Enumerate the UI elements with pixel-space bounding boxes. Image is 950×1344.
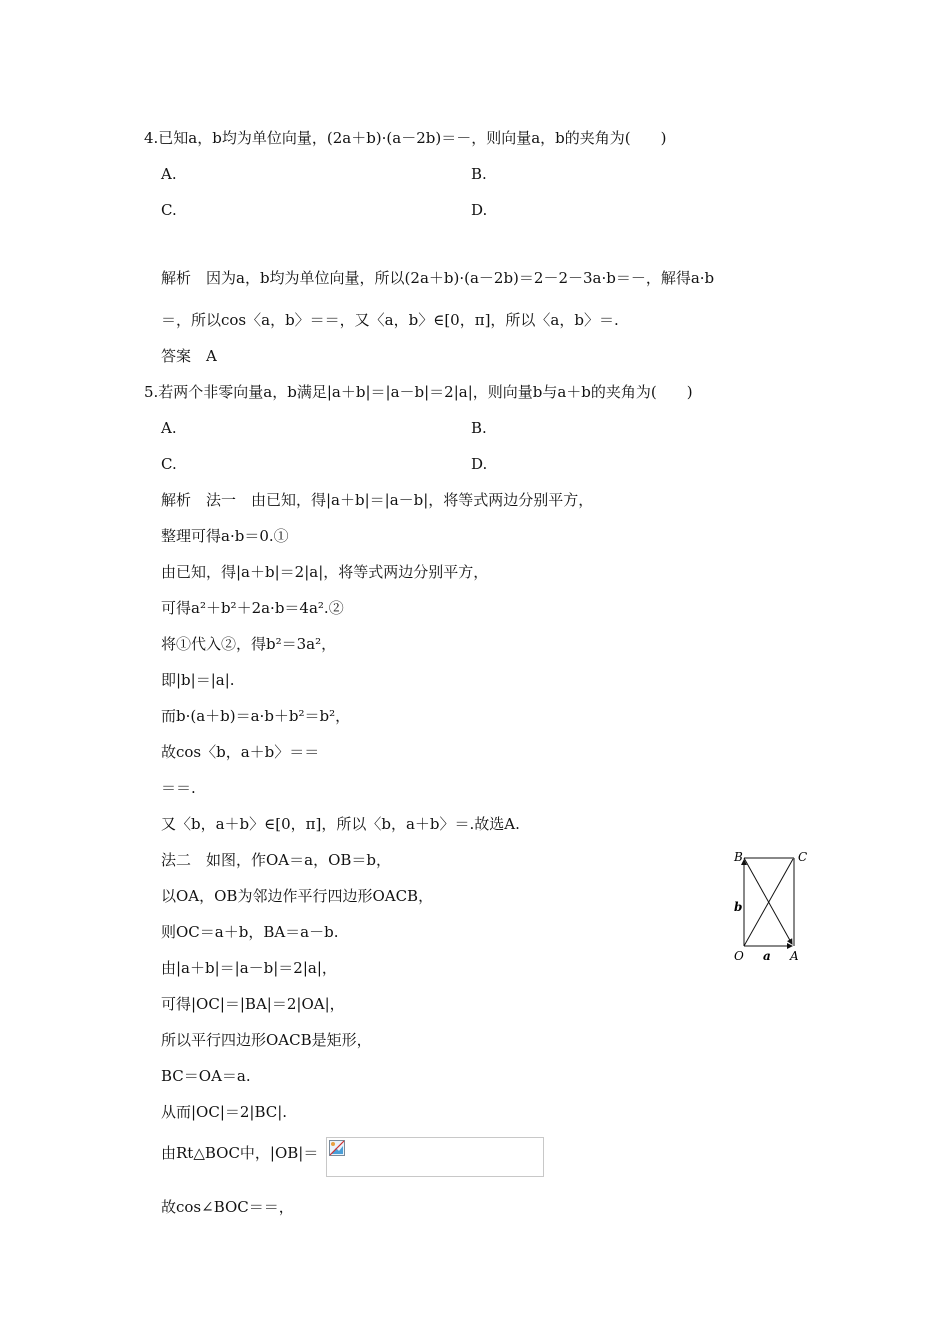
q5-solution-line: 所以平行四边形OACB是矩形， xyxy=(161,1031,372,1049)
broken-image-icon xyxy=(329,1140,345,1156)
q5-solution-line: ＝＝. xyxy=(161,779,196,797)
q5-option-b: B. xyxy=(471,419,487,437)
q4-stem: 4.已知a，b均为单位向量，(2a＋b)·(a－2b)＝－，则向量a，b的夹角为( ) xyxy=(144,129,667,147)
q4-option-b: B. xyxy=(471,165,487,183)
q5-solution-line: 法二 如图，作OA＝a，OB＝b， xyxy=(161,851,391,869)
q5-stem: 5.若两个非零向量a，b满足|a＋b|＝|a－b|＝2|a|，则向量b与a＋b的夹角为( ) xyxy=(144,383,693,401)
q5-solution-line: 即|b|＝|a|. xyxy=(161,671,235,689)
q5-solution-line: 可得|OC|＝|BA|＝2|OA|， xyxy=(161,995,345,1013)
label-b-point: B xyxy=(734,850,743,864)
q5-solution-line: 又〈b，a＋b〉∈[0，π]，所以〈b，a＋b〉＝.故选A. xyxy=(161,815,520,833)
q5-option-d: D. xyxy=(471,455,488,473)
label-vector-a: a xyxy=(763,949,771,963)
label-a-point: A xyxy=(790,949,799,963)
label-o-point: O xyxy=(734,949,744,963)
image-placeholder xyxy=(326,1137,544,1177)
q5-solution-line: 由Rt△BOC中，|OB|＝ xyxy=(161,1144,319,1162)
q5-solution-line: 由|a＋b|＝|a－b|＝2|a|， xyxy=(161,959,337,977)
q4-option-a: A. xyxy=(161,165,177,183)
q4-analysis-line-2: ＝，所以cos〈a，b〉＝＝，又〈a，b〉∈[0，π]，所以〈a，b〉＝. xyxy=(161,311,619,329)
q5-solution-line: 则OC＝a＋b，BA＝a－b. xyxy=(161,923,339,941)
q5-solution-line: 故cos∠BOC＝＝， xyxy=(161,1198,294,1216)
q5-solution-line: 解析 法一 由已知，得|a＋b|＝|a－b|，将等式两边分别平方， xyxy=(161,491,594,509)
diagonal-ba xyxy=(744,858,792,944)
q5-solution-line: 以OA，OB为邻边作平行四边形OACB， xyxy=(161,887,434,905)
q5-solution-line: 而b·(a＋b)＝a·b＋b²＝b²， xyxy=(161,707,351,725)
q5-solution-line: 整理可得a·b＝0.① xyxy=(161,527,289,545)
q4-option-d: D. xyxy=(471,201,488,219)
q5-option-a: A. xyxy=(161,419,177,437)
rectangle-figure xyxy=(728,846,812,964)
q5-solution-line: 将①代入②，得b²＝3a²， xyxy=(161,635,337,653)
q4-option-c: C. xyxy=(161,201,177,219)
q5-solution-line: 由已知，得|a＋b|＝2|a|，将等式两边分别平方， xyxy=(161,563,489,581)
label-vector-b: b xyxy=(734,900,743,914)
q5-option-c: C. xyxy=(161,455,177,473)
q5-solution-line: 故cos〈b，a＋b〉＝＝ xyxy=(161,743,320,761)
q4-answer: 答案 A xyxy=(161,347,217,365)
q5-solution-line: 从而|OC|＝2|BC|. xyxy=(161,1103,288,1121)
q4-analysis-line-1: 解析 因为a，b均为单位向量，所以(2a＋b)·(a－2b)＝2－2－3a·b＝－，解得a·b xyxy=(161,269,715,287)
q5-solution-line: BC＝OA＝a. xyxy=(161,1067,251,1085)
q5-solution-line: 可得a²＋b²＋2a·b＝4a².② xyxy=(161,599,344,617)
label-c-point: C xyxy=(798,850,808,864)
